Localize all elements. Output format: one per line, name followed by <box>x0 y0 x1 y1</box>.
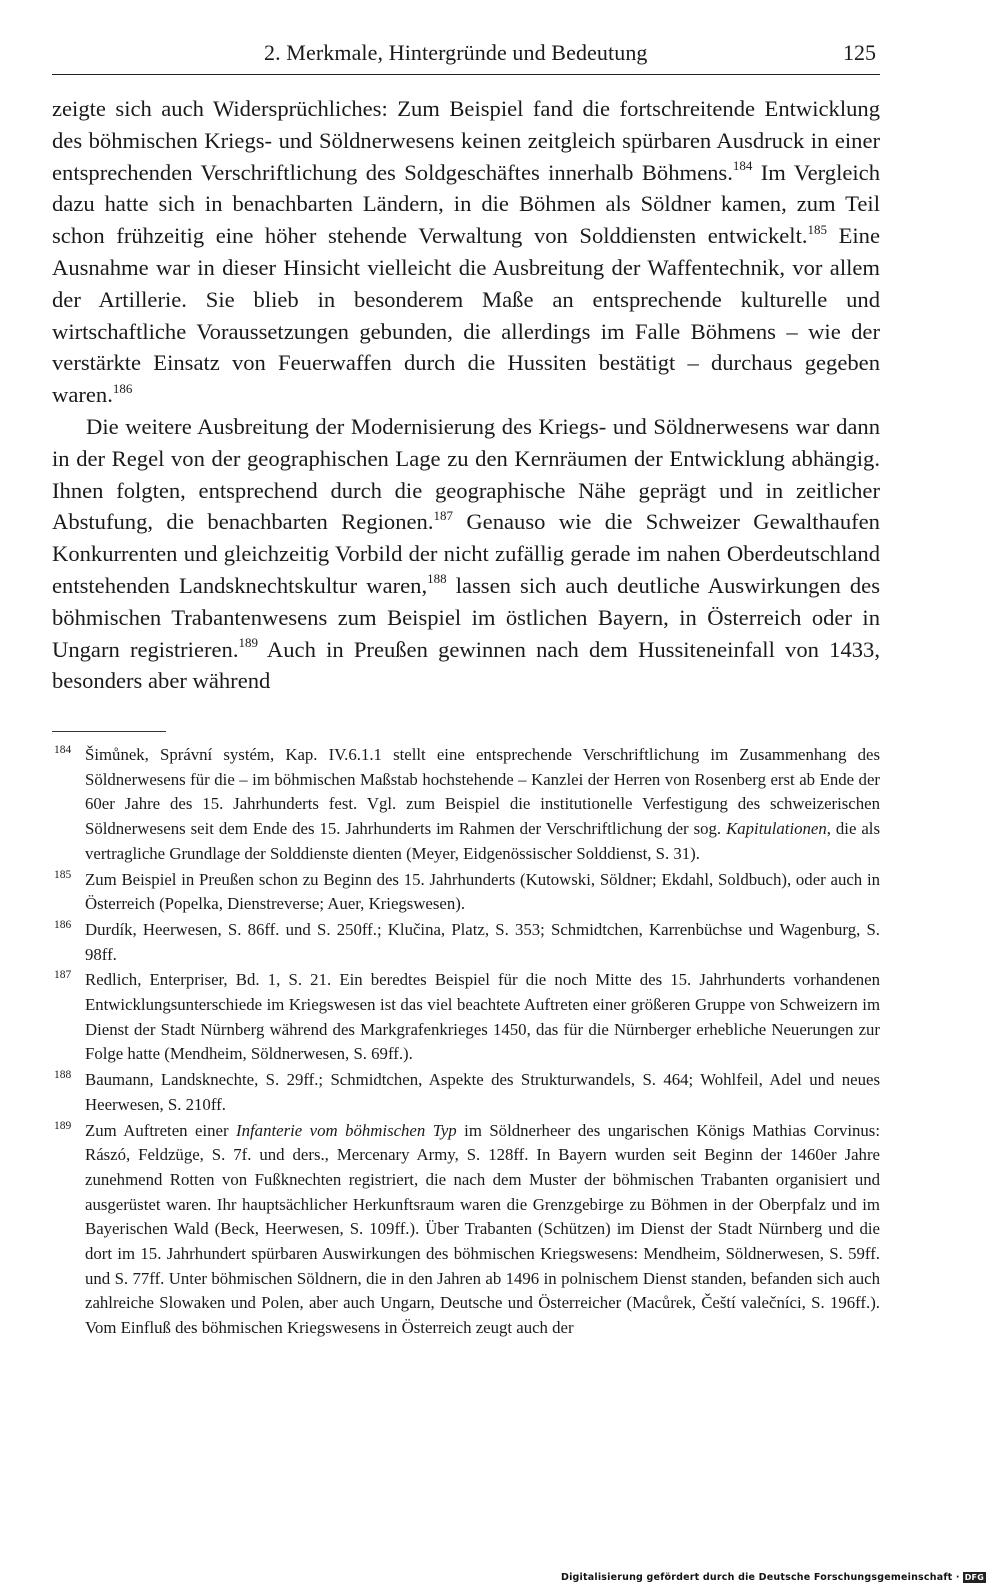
text-run: Eine Ausnahme war in dieser Hinsicht vielleicht die Ausbreitung der Waffentechnik, vor allem der Artillerie. Sie blieb in besonderem Maße an entsprechende kulturelle und wirtschaftliche Voraussetzungen gebunden, die allerdings im Falle Böhmens – wie der verstärkte Einsatz von Feuerwaffen durch die Hussiten bestätigt – durchaus gegeben waren. <box>52 223 880 408</box>
paragraph <box>52 411 880 697</box>
footnote-text <box>85 870 880 914</box>
text-run: Šimůnek, Správní systém, Kap. IV.6.1.1 stellt eine entsprechende Verschriftlichung im Zusammenhang des Söldnerwesens für die – im böhmischen Maßstab hochstehende – Kanzlei der Herren von Rosenberg erst ab Ende der 60er Jahre des 15. Jahrhunderts fest. Vgl. zum Beispiel die institutionelle Verfestigung des schweizerischen Söldnerwesens seit dem Ende des 15. Jahrhunderts im Rahmen der Verschriftlichung der sog. <box>85 745 880 839</box>
footnote-text <box>85 1121 880 1338</box>
italic-text: Kapitulationen <box>726 819 827 839</box>
text-run: lassen sich auch deutliche Auswirkungen des böhmischen Trabantenwesens zum Beispiel im östlichen Bayern, in Österreich oder in Ungarn registrieren. <box>52 572 880 662</box>
footnote-text <box>85 745 880 863</box>
footnote-number: 189 <box>54 1119 72 1132</box>
footnote-text <box>85 970 880 1063</box>
footnote <box>52 1119 880 1341</box>
footnote-number: 184 <box>54 744 72 756</box>
text-run: Baumann, Landsknechte, S. 29ff.; Schmidtchen, Aspekte des Strukturwandels, S. 464; Wohlfeil, Adel und neues Heerwesen, S. 210ff. <box>85 1070 880 1114</box>
footnote-number: 188 <box>54 1069 72 1082</box>
text-run: Die weitere Ausbreitung der Modernisierung des Kriegs- und Söldnerwesens war dann in der Regel von der geographischen Lage zu den Kernräumen der Entwicklung abhängig. Ihnen folgten, entsprechend durch die geographische Nähe geprägt und in zeitlicher Abstufung, die benachbarten Regionen. <box>52 413 880 535</box>
dfg-logo: DFG <box>964 1573 984 1582</box>
text-run: Zum Beispiel in Preußen schon zu Beginn des 15. Jahrhunderts (Kutowski, Söldner; Ekdahl, Soldbuch), oder auch in Österreich (Popelka, Dienstreverse; Auer, Kriegswesen). <box>85 869 880 914</box>
running-title: 2. Merkmale, Hintergründe und Bedeutung <box>264 40 648 65</box>
text-run: Durdík, Heerwesen, S. 86ff. und S. 250ff.; Klučina, Platz, S. 353; Schmidtchen, Karrenbüchse und Wagenburg, S. 98ff. <box>85 919 880 964</box>
running-header <box>52 38 880 75</box>
footnote-reference: 184 <box>732 158 753 174</box>
footnote <box>52 968 880 1067</box>
page-number: 125 <box>843 40 876 65</box>
footnote-reference: 189 <box>238 635 258 651</box>
text-run: Auch in Preußen gewinnen nach dem Hussiteneinfall von 1433, besonders aber während <box>52 636 880 694</box>
footnote-number: 185 <box>54 868 72 881</box>
footnote <box>52 1068 880 1117</box>
footnote-separator <box>52 731 166 732</box>
footnote-text <box>85 1070 880 1114</box>
credit-text: Digitalisierung gefördert durch die Deutsche Forschungsgemeinschaft · <box>561 1572 960 1583</box>
text-run: im Söldnerheer des ungarischen Königs Mathias Corvinus: Rászó, Feldzüge, S. 7f. und ders., Mercenary Army, S. 128ff. In Bayern wurden seit Beginn der 1460er Jahre zunehmend Rotten von Fußknechten registriert, die nach dem Muster der böhmischen Trabanten organisiert und ausgerüstet waren. Ihr hauptsächlicher Herkunftsraum waren die Grenzgebirge zu Böhmen in der Oberpfalz und im Bayerischen Wald (Beck, Heerwesen, S. 109ff.). Über Trabanten (Schützen) im Dienst der Stadt Nürnberg und die dort im 15. Jahrhundert spürbaren Auswirkungen des böhmischen Kriegswesens: Mendheim, Söldnerwesen, S. 59ff. und S. 77ff. Unter böhmischen Söldnern, die in den Jahren ab 1496 in polnischem Dienst standen, befanden sich auch zahlreiche Slowaken und Polen, aber auch Ungarn, Deutsche und Österreicher (Macůrek, Čeští valečníci, S. 196ff.). Vom Einfluß des böhmischen Kriegswesens in Österreich zeugt auch der <box>85 1120 880 1338</box>
text-run: Zum Auftreten einer <box>85 1120 237 1140</box>
footnote-number: 186 <box>54 918 72 931</box>
footnotes <box>52 743 880 1342</box>
footnote-reference: 187 <box>433 507 453 523</box>
digitization-credit <box>561 1572 986 1583</box>
italic-text: Infanterie vom böhmischen Typ <box>236 1120 457 1140</box>
text-run: Genauso wie die Schweizer Gewalthaufen Konkurrenten und gleichzeitig Vorbild der nicht zufällig gerade im nahen Oberdeutschland entstehenden Landsknechtskultur waren, <box>52 509 880 598</box>
footnote-reference: 185 <box>807 221 827 237</box>
footnote-reference: 188 <box>427 571 447 587</box>
text-run: zeigte sich auch Widersprüchliches: Zum Beispiel fand die fortschreitende Entwicklung des böhmischen Kriegs- und Söldnerwesens keinen zeitgleich spürbaren Ausdruck in einer entsprechenden Verschriftlichung des Soldgeschäftes innerhalb Böhmens. <box>52 96 880 185</box>
footnote <box>52 743 880 867</box>
footnote-number: 187 <box>54 969 72 982</box>
paragraph <box>52 93 880 411</box>
text-run: Redlich, Enterpriser, Bd. 1, S. 21. Ein beredtes Beispiel für die noch Mitte des 15. Jahrhunderts vorhandenen Entwicklungsunterschiede im Kriegswesen ist das viel beachtete Auftreten einer größeren Gruppe von Schweizern im Dienst der Stadt Nürnberg während des Markgrafenkrieges 1450, das für die Nürnberger erhebliche Neuerungen zur Folge hatte (Mendheim, Söldnerwesen, S. 69ff.). <box>85 970 880 1064</box>
footnote-text <box>85 920 880 964</box>
footnote <box>52 918 880 967</box>
footnote-reference: 186 <box>112 380 133 396</box>
text-run: Im Vergleich dazu hatte sich in benachbarten Ländern, in die Böhmen als Söldner kamen, zum Teil schon frühzeitig eine höher stehende Verwaltung von Solddiensten entwickelt. <box>52 159 880 249</box>
body-text <box>52 93 880 697</box>
footnote <box>52 868 880 917</box>
text-run: , die als vertragliche Grundlage der Solddienste dienten (Meyer, Eidgenössischer Solddienst, S. 31). <box>85 819 880 863</box>
